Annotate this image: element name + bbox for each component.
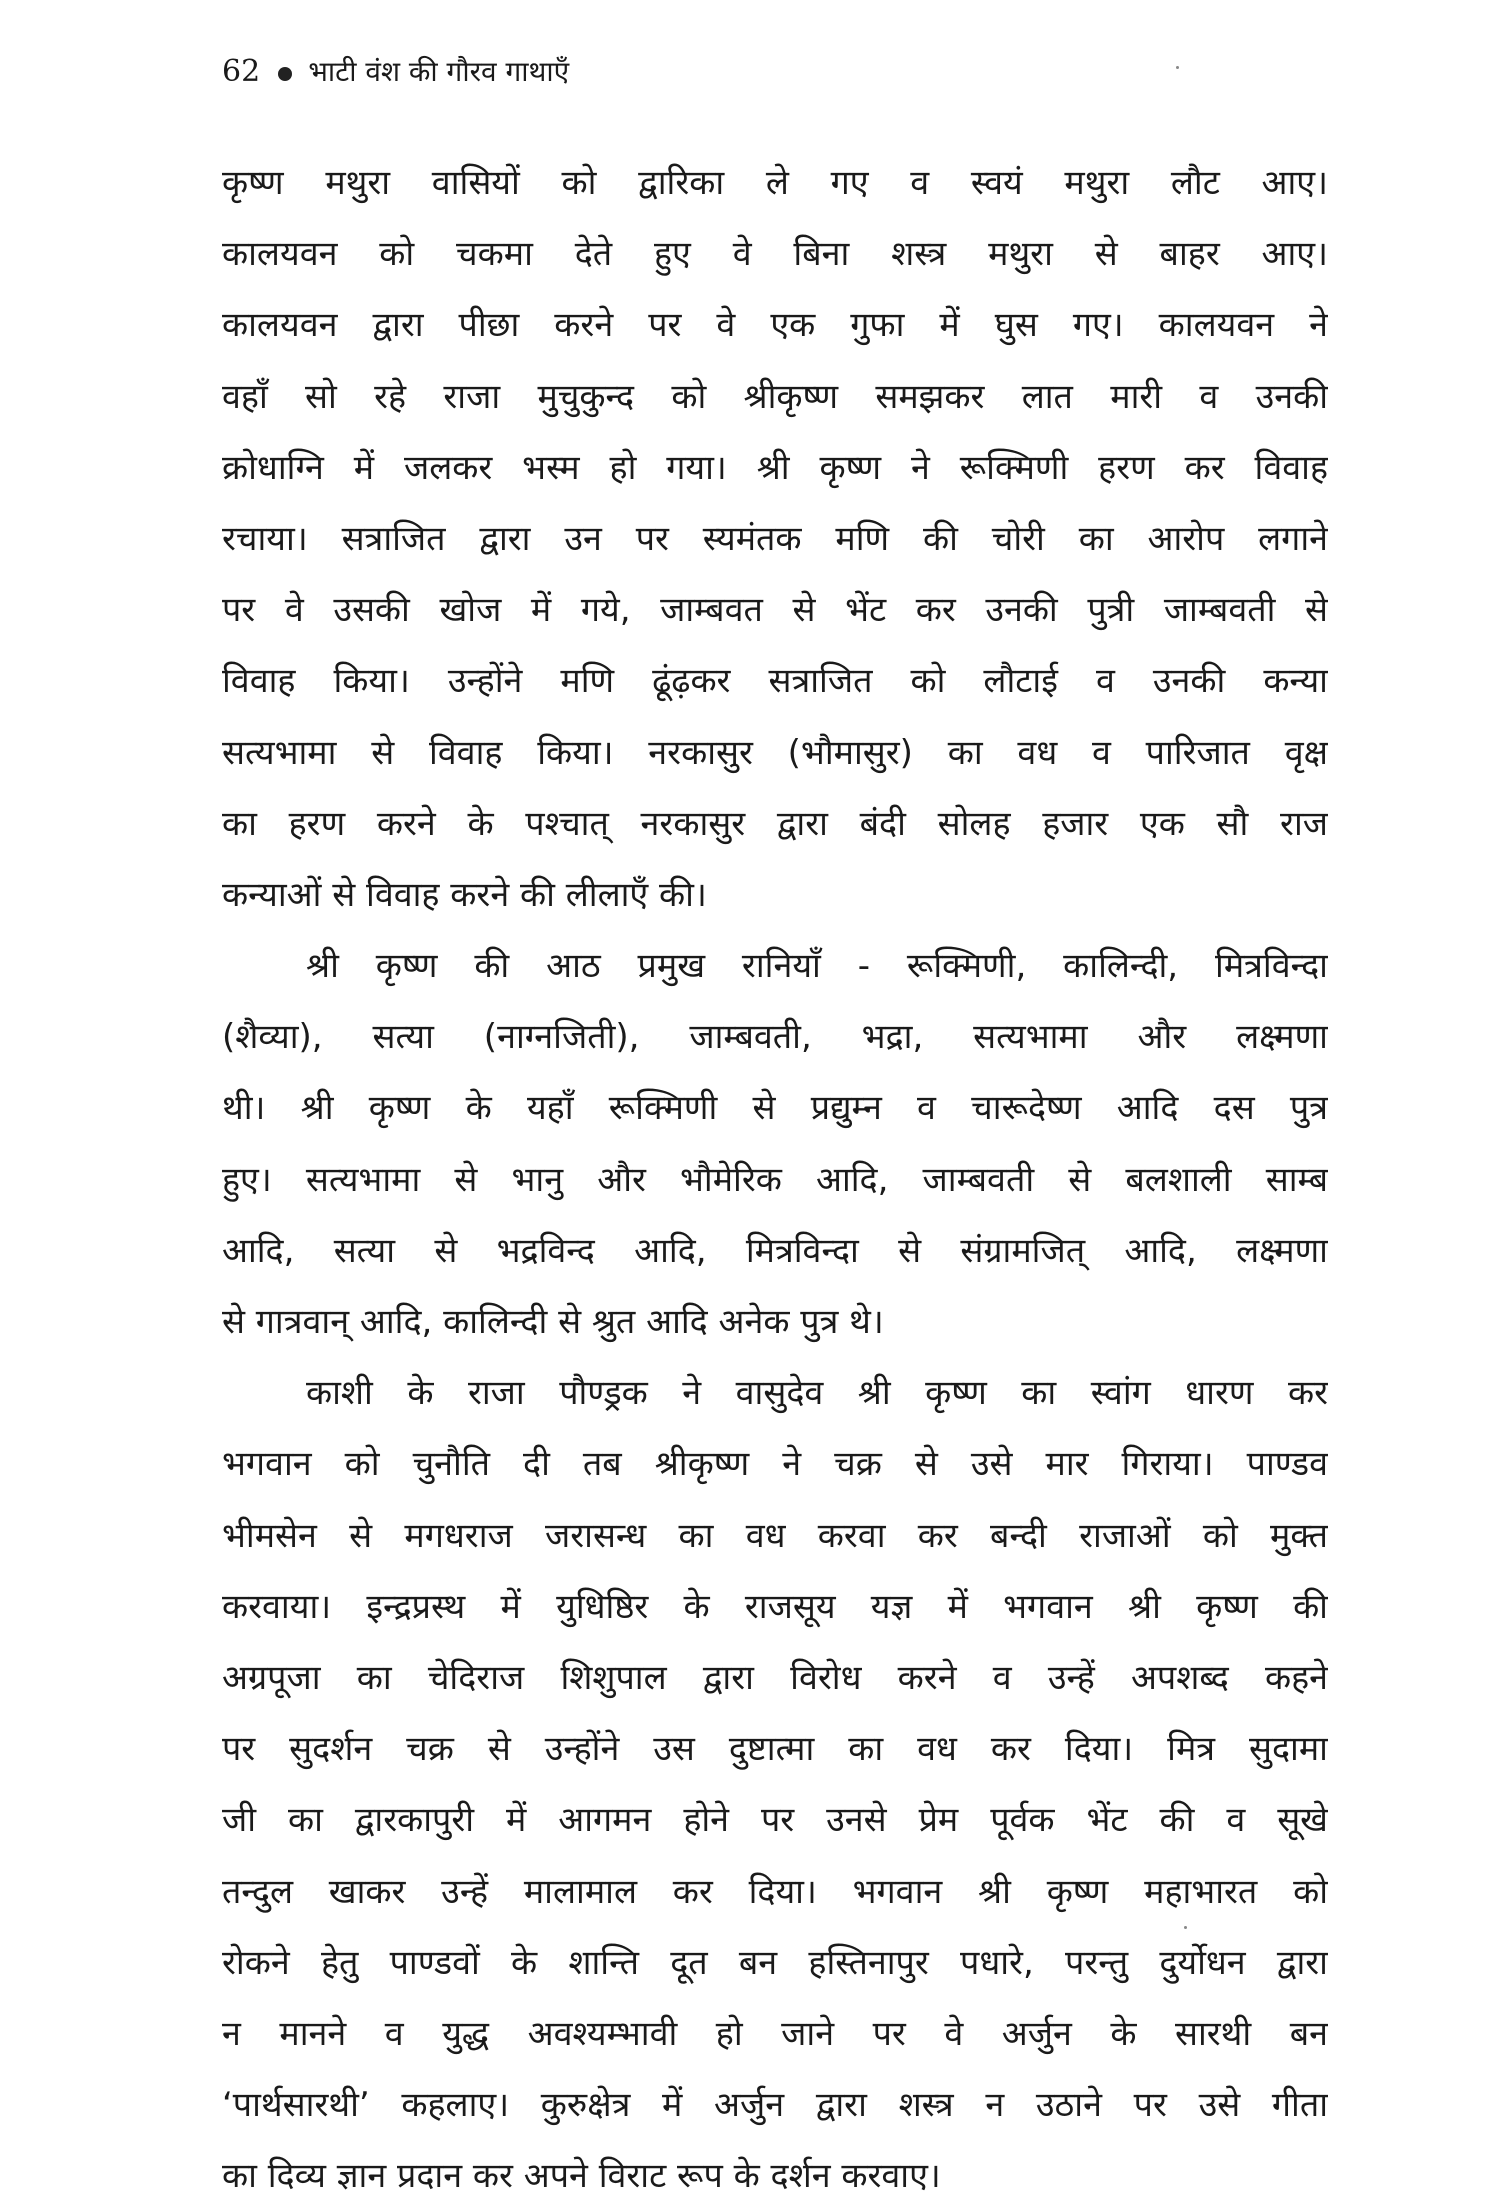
text-line: का हरण करने के पश्चात् नरकासुर द्वारा बंदी सोलह हजार एक सौ राज: [222, 803, 1328, 844]
text-line: न मानने व युद्ध अवश्यम्भावी हो जाने पर वे अर्जुन के सारथी बन: [222, 2013, 1328, 2054]
paper-speck: [1176, 66, 1179, 69]
text-line: थी। श्री कृष्ण के यहाँ रूक्मिणी से प्रद्युम्न व चारूदेष्ण आदि दस पुत्र: [222, 1088, 1328, 1129]
text-line: (शैव्या), सत्या (नाग्नजिती), जाम्बवती, भद्रा, सत्यभामा और लक्ष्मणा: [222, 1017, 1328, 1058]
text-line: करवाया। इन्द्रप्रस्थ में युधिष्ठिर के राजसूय यज्ञ में भगवान श्री कृष्ण की: [222, 1586, 1328, 1627]
text-line: हुए। सत्यभामा से भानु और भौमेरिक आदि, जाम्बवती से बलशाली साम्ब: [222, 1159, 1328, 1200]
text-line: रचाया। सत्राजित द्वारा उन पर स्यमंतक मणि की चोरी का आरोप लगाने: [222, 518, 1328, 559]
text-line: पर वे उसकी खोज में गये, जाम्बवत से भेंट कर उनकी पुत्री जाम्बवती से: [222, 590, 1328, 631]
text-line: कृष्ण मथुरा वासियों को द्वारिका ले गए व स्वयं मथुरा लौट आए।: [222, 163, 1328, 203]
text-line: श्री कृष्ण की आठ प्रमुख रानियाँ - रूक्मिणी, कालिन्दी, मित्रविन्दा: [306, 946, 1328, 987]
text-line: आदि, सत्या से भद्रविन्द आदि, मित्रविन्दा से संग्रामजित् आदि, लक्ष्मणा: [222, 1230, 1328, 1271]
text-line: तन्दुल खाकर उन्हें मालामाल कर दिया। भगवान श्री कृष्ण महाभारत को: [222, 1871, 1328, 1912]
text-line: कन्याओं से विवाह करने की लीलाएँ की।: [222, 874, 707, 915]
bullet-icon: [278, 67, 292, 81]
page-number: 62: [222, 54, 261, 89]
paragraph: [222, 1358, 1328, 2212]
body-text: [222, 148, 1328, 2212]
text-line: ‘पार्थसारथी’ कहलाए। कुरुक्षेत्र में अर्जुन द्वारा शस्त्र न उठाने पर उसे गीता: [222, 2085, 1328, 2126]
text-line: अग्रपूजा का चेदिराज शिशुपाल द्वारा विरोध करने व उन्हें अपशब्द कहने: [222, 1657, 1328, 1698]
page-header: [222, 52, 569, 92]
paper-speck: [1184, 1926, 1187, 1929]
text-line: क्रोधाग्नि में जलकर भस्म हो गया। श्री कृष्ण ने रूक्मिणी हरण कर विवाह: [222, 447, 1328, 488]
text-line: कालयवन द्वारा पीछा करने पर वे एक गुफा में घुस गए। कालयवन ने: [222, 305, 1328, 346]
text-line: भीमसेन से मगधराज जरासन्ध का वध करवा कर बन्दी राजाओं को मुक्त: [222, 1515, 1328, 1556]
text-line: पर सुदर्शन चक्र से उन्होंने उस दुष्टात्मा का वध कर दिया। मित्र सुदामा: [222, 1729, 1328, 1770]
text-line: कालयवन को चकमा देते हुए वे बिना शस्त्र मथुरा से बाहर आए।: [222, 234, 1328, 275]
paragraph: [222, 931, 1328, 1358]
text-line: विवाह किया। उन्होंने मणि ढूंढ़कर सत्राजित को लौटाई व उनकी कन्या: [222, 661, 1328, 702]
paragraph: [222, 148, 1328, 931]
text-line: काशी के राजा पौण्ड्रक ने वासुदेव श्री कृष्ण का स्वांग धारण कर: [306, 1373, 1328, 1414]
running-title: भाटी वंश की गौरव गाथाएँ: [308, 55, 570, 88]
text-line: से गात्रवान् आदि, कालिन्दी से श्रुत आदि अनेक पुत्र थे।: [222, 1302, 884, 1342]
text-line: भगवान को चुनौति दी तब श्रीकृष्ण ने चक्र से उसे मार गिराया। पाण्डव: [222, 1444, 1328, 1485]
text-line: रोकने हेतु पाण्डवों के शान्ति दूत बन हस्तिनापुर पधारे, परन्तु दुर्योधन द्वारा: [222, 1942, 1328, 1983]
text-line: का दिव्य ज्ञान प्रदान कर अपने विराट रूप के दर्शन करवाए।: [222, 2156, 941, 2197]
text-line: सत्यभामा से विवाह किया। नरकासुर (भौमासुर) का वध व पारिजात वृक्ष: [222, 732, 1328, 773]
text-line: जी का द्वारकापुरी में आगमन होने पर उनसे प्रेम पूर्वक भेंट की व सूखे: [222, 1800, 1328, 1841]
text-line: वहाँ सो रहे राजा मुचुकुन्द को श्रीकृष्ण समझकर लात मारी व उनकी: [222, 376, 1328, 417]
